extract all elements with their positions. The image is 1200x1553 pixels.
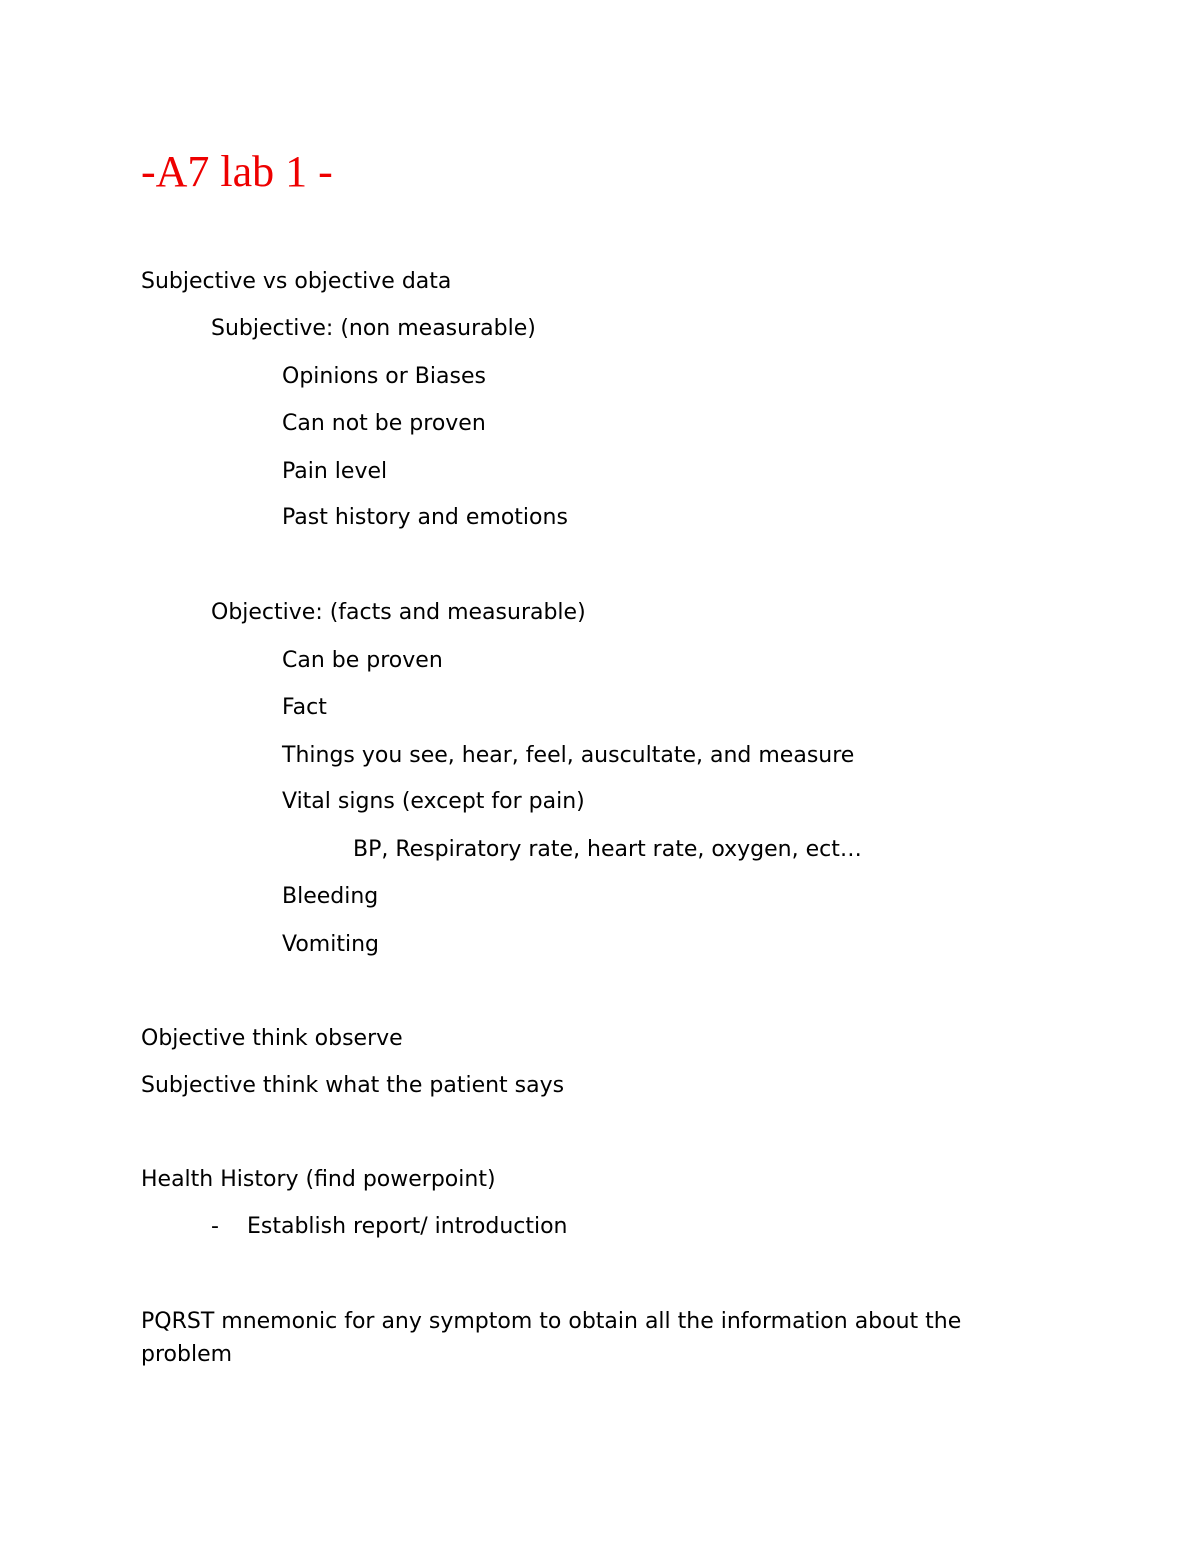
- vital-signs-detail: BP, Respiratory rate, heart rate, oxygen, ect…: [353, 837, 862, 862]
- objective-item: Can be proven: [282, 648, 443, 673]
- summary-line: Subjective think what the patient says: [141, 1073, 565, 1098]
- summary-line: Objective think observe: [141, 1026, 403, 1051]
- objective-heading: Objective: (facts and measurable): [211, 600, 586, 625]
- health-history-heading: Health History (find powerpoint): [141, 1167, 496, 1192]
- subjective-heading: Subjective: (non measurable): [211, 316, 536, 341]
- health-history-bullet: Establish report/ introduction: [247, 1214, 568, 1239]
- document-title: -A7 lab 1 -: [141, 147, 333, 196]
- objective-item: Vomiting: [282, 932, 379, 957]
- pqrst-paragraph: PQRST mnemonic for any symptom to obtain all the information about the problem: [141, 1309, 962, 1367]
- subjective-item: Can not be proven: [282, 411, 486, 436]
- section-heading-subjective-vs-objective: Subjective vs objective data: [141, 269, 452, 294]
- objective-item: Bleeding: [282, 884, 379, 909]
- objective-item: Fact: [282, 695, 327, 720]
- objective-item: Vital signs (except for pain): [282, 789, 585, 814]
- subjective-item: Opinions or Biases: [282, 364, 486, 389]
- subjective-item: Past history and emotions: [282, 505, 568, 530]
- subjective-item: Pain level: [282, 459, 388, 484]
- bullet-marker: -: [211, 1214, 219, 1239]
- objective-item: Things you see, hear, feel, auscultate, and measure: [282, 743, 855, 768]
